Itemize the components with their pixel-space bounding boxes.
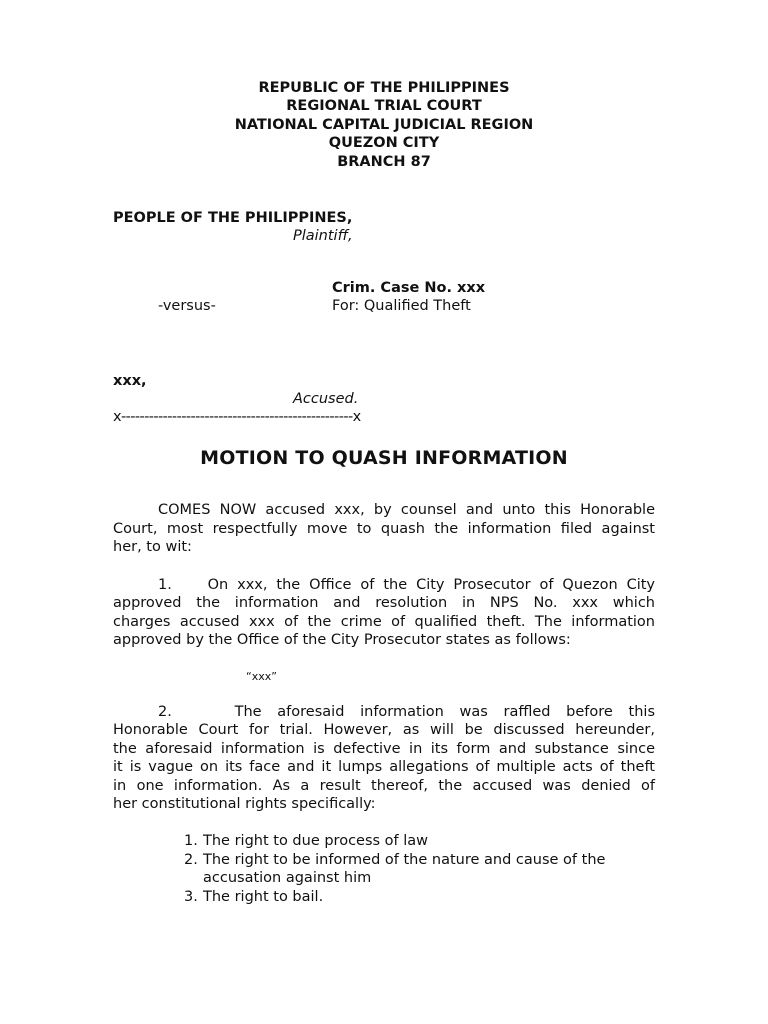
header-line-branch: BRANCH 87 <box>337 154 431 170</box>
case-number: Crim. Case No. xxx <box>332 280 486 296</box>
list-item-text: The right to be informed of the nature and cause of the <box>203 852 606 868</box>
intro-line-1: COMES NOW accused xxx, by counsel and unto this Honorable <box>158 502 655 518</box>
list-item-text: The right to bail. <box>203 889 324 905</box>
list-item-text-continued: accusation against him <box>203 870 372 886</box>
para2-line-1: 2. The aforesaid information was raffled before this <box>158 704 655 720</box>
header-line-region: NATIONAL CAPITAL JUDICIAL REGION <box>234 117 534 133</box>
plaintiff-role: Plaintiff, <box>293 228 353 244</box>
para2-line-5: in one information. As a result thereof, the accused was denied of <box>113 778 655 794</box>
intro-line-2: Court, most respectfully move to quash the information filed against <box>113 521 655 537</box>
intro-line-3: her, to wit: <box>113 539 192 555</box>
quoted-information: “xxx” <box>246 670 277 683</box>
para1-line-2: approved the information and resolution in NPS No. xxx which <box>113 595 655 611</box>
para1-line-3: charges accused xxx of the crime of qualified theft. The information <box>113 614 655 630</box>
para2-line-3: the aforesaid information is defective in its form and substance since <box>113 741 655 757</box>
header-line-court: REGIONAL TRIAL COURT <box>286 98 482 114</box>
offense-label: For: Qualified Theft <box>332 298 471 314</box>
list-item-text: The right to due process of law <box>203 833 429 849</box>
document-title: MOTION TO QUASH INFORMATION <box>200 447 568 469</box>
list-item-number: 3. <box>184 889 198 905</box>
plaintiff-name: PEOPLE OF THE PHILIPPINES, <box>113 210 353 226</box>
para2-line-2: Honorable Court for trial. However, as will be discussed hereunder, <box>113 722 655 738</box>
para2-line-4: it is vague on its face and it lumps allegations of multiple acts of theft <box>113 759 655 775</box>
header-line-city: QUEZON CITY <box>328 135 440 151</box>
list-item-number: 2. <box>184 852 198 868</box>
list-item-number: 1. <box>184 833 198 849</box>
para2-line-6: her constitutional rights specifically: <box>113 796 376 812</box>
header-line-republic: REPUBLIC OF THE PHILIPPINES <box>258 80 510 96</box>
accused-role: Accused. <box>293 391 359 407</box>
versus-label: -versus- <box>158 298 216 314</box>
para1-line-1: 1. On xxx, the Office of the City Prosecutor of Quezon City <box>158 577 655 593</box>
accused-name: xxx, <box>113 373 147 389</box>
para1-line-4: approved by the Office of the City Prosecutor states as follows: <box>113 632 571 648</box>
caption-divider: x--------------------------------------------------x <box>113 409 361 425</box>
